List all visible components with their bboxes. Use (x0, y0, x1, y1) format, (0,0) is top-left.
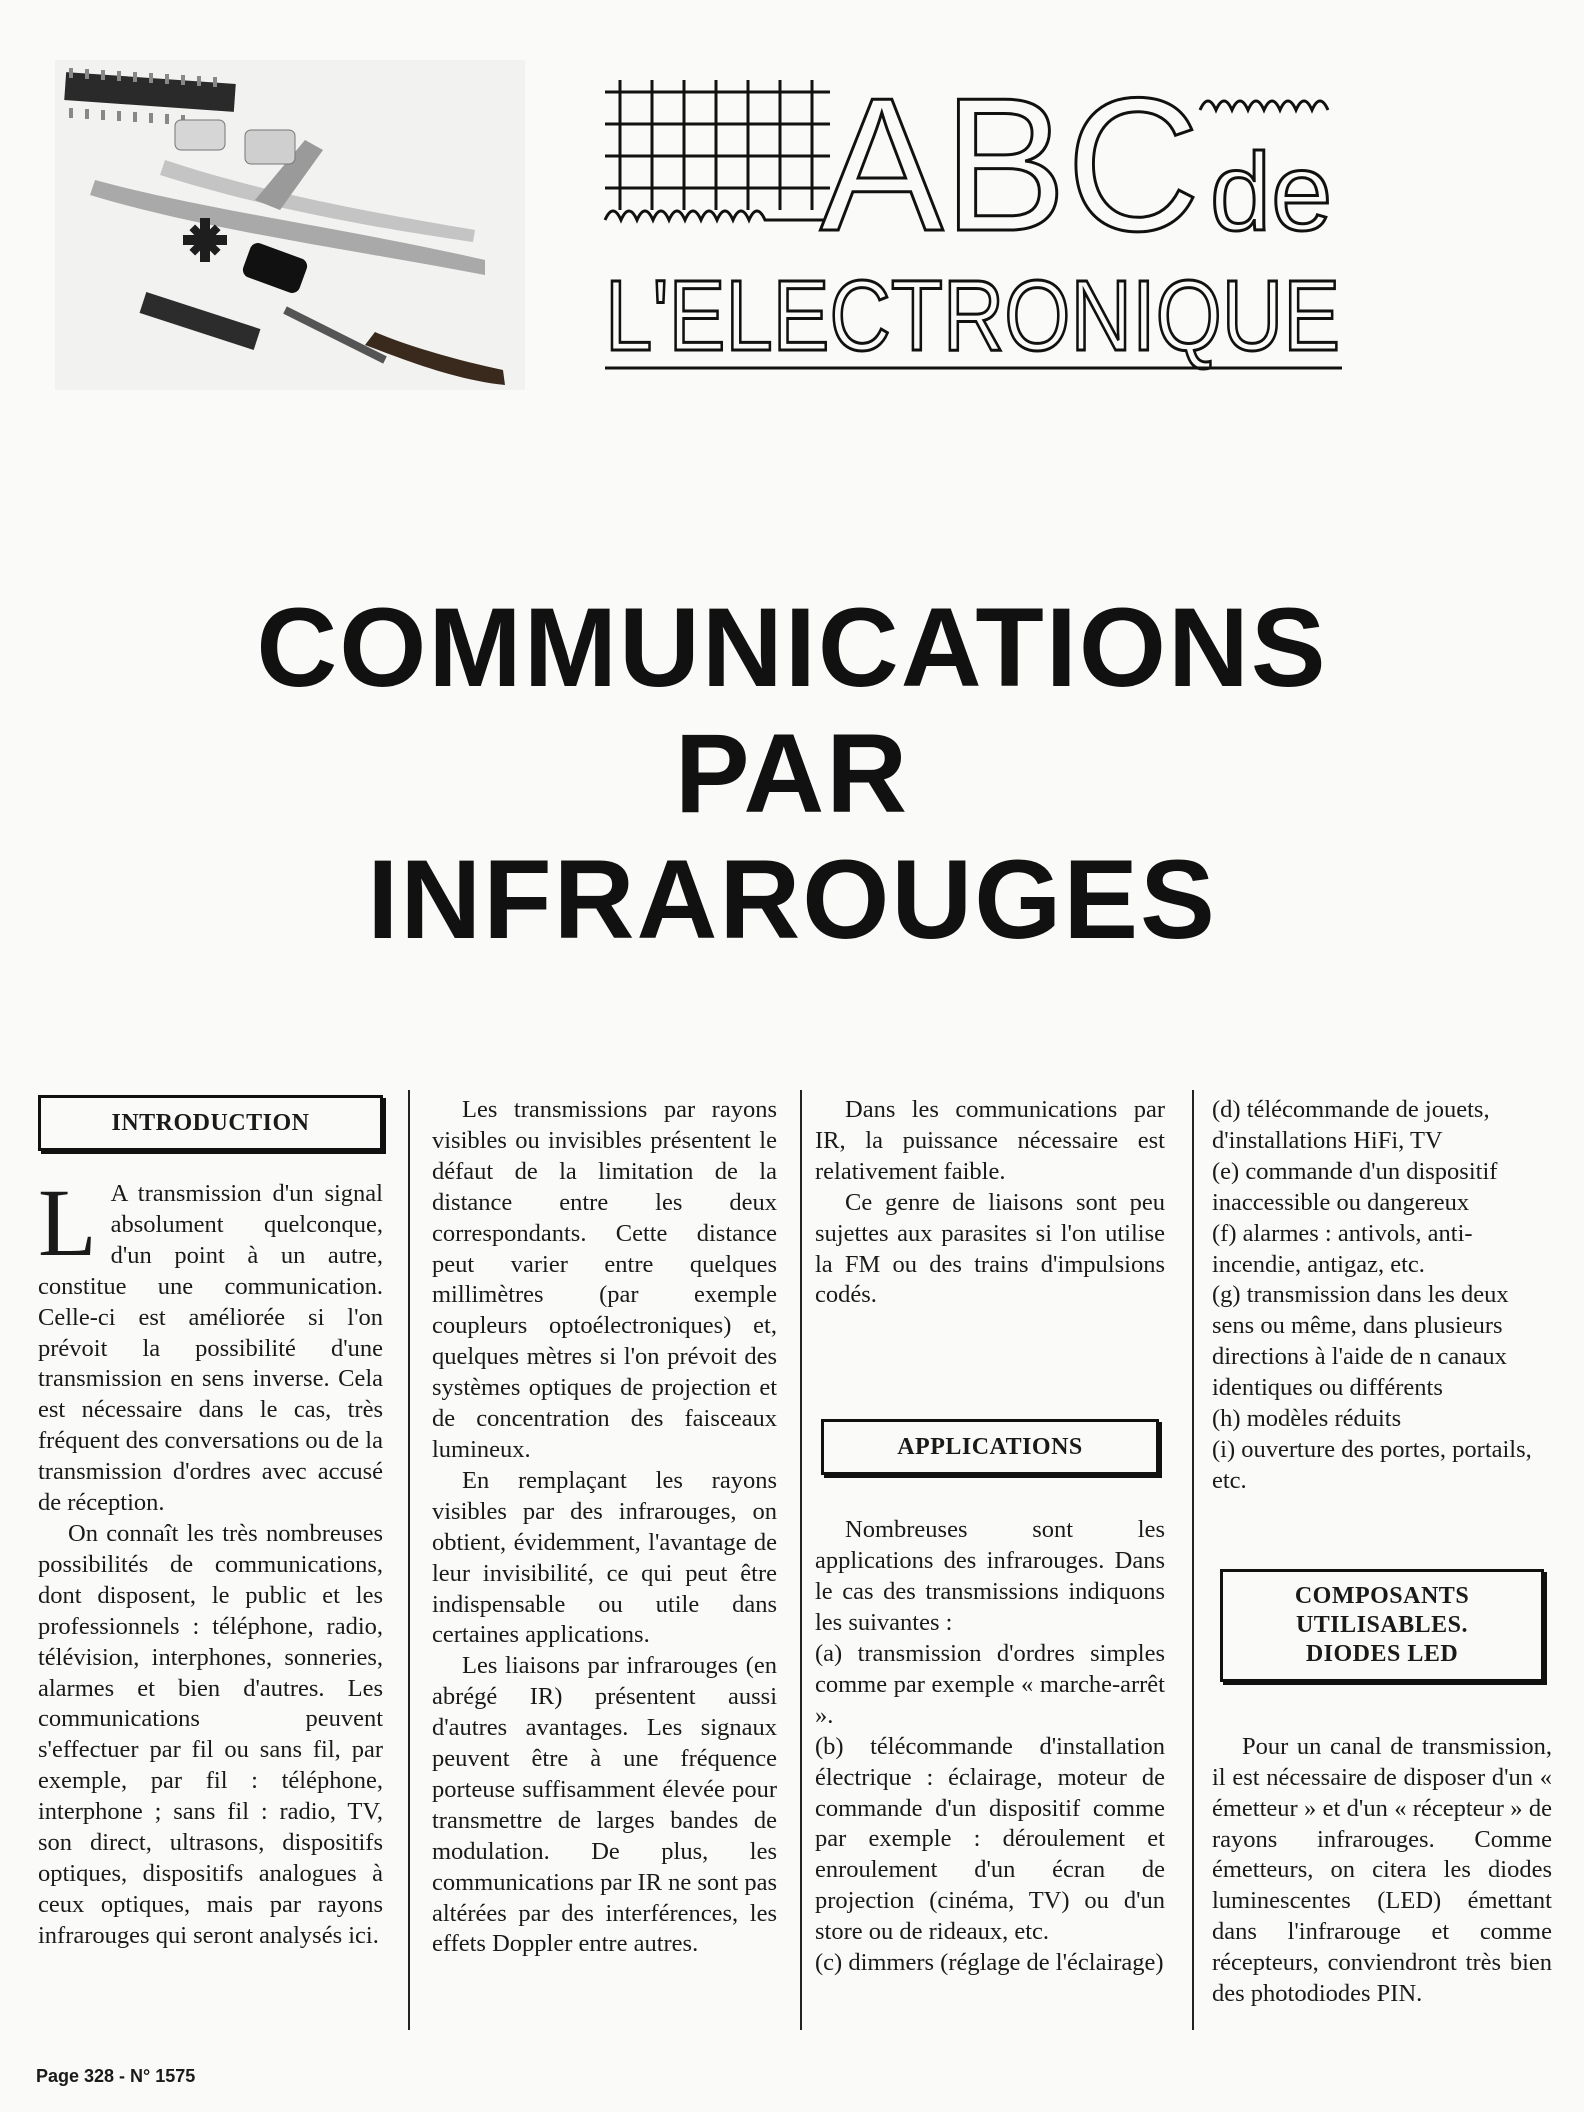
logo-de: de (1210, 131, 1333, 254)
list-item: (a) transmission d'ordres simples comme par exemple « marche-arrêt ». (815, 1639, 1165, 1729)
headline (0, 585, 1584, 963)
logo-abc: ABC (820, 59, 1200, 271)
applications-heading: APPLICATIONS (821, 1419, 1159, 1475)
col3-paragraph-3: Nombreuses sont les applications des infrarouges. Dans le cas des transmissions indiquons les suivantes : (815, 1516, 1165, 1637)
list-item: (f) alarmes : antivols, anti-incendie, antigaz, etc. (1212, 1219, 1473, 1278)
col3-paragraph-2: Ce genre de liaisons sont peu sujettes aux parasites si l'on utilise la FM ou des trains d'impulsions codés. (815, 1188, 1165, 1309)
list-item: (e) commande d'un dispositif inaccessible ou dangereux (1212, 1157, 1498, 1216)
column-rule (1192, 1090, 1194, 2030)
col2-paragraph-1: Les transmissions par rayons visibles ou invisibles présentent le défaut de la limitation de la distance entre les deux correspondants. Cette distance peut varier entre quelques millimètres (par exemple coupleurs optoélectroniques) et, quelques mètres si l'on prévoit des systèmes optiques de projection et de concentration des faisceaux lumineux. (432, 1096, 777, 1463)
composants-heading: COMPOSANTS UTILISABLES. DIODES LED (1220, 1569, 1544, 1682)
column-3 (815, 1095, 1165, 1979)
column-2 (432, 1095, 777, 1960)
list-item: (i) ouverture des portes, portails, etc. (1212, 1435, 1532, 1494)
drop-cap: L (38, 1169, 97, 1276)
page-footer: Page 328 - N° 1575 (36, 2066, 196, 2086)
col3-paragraph-1: Dans les communications par IR, la puissance nécessaire est relativement faible. (815, 1096, 1165, 1185)
headline-line1: COMMUNICATIONS (256, 585, 1328, 710)
components-photo (55, 60, 525, 390)
column-4 (1212, 1095, 1552, 2010)
list-item: (c) dimmers (réglage de l'éclairage) (815, 1949, 1164, 1977)
logo-electronique: L'ELECTRONIQUE (605, 260, 1340, 372)
list-item: (g) transmission dans les deux sens ou même, dans plusieurs directions à l'aide de n canaux identiques ou différents (1212, 1281, 1509, 1402)
list-item: (d) télécommande de jouets, d'installations HiFi, TV (1212, 1096, 1490, 1154)
intro-paragraph-1: L A transmission d'un signal absolument quelconque, d'un point à un autre, constitue une communication. Celle-ci est améliorée si l'on prévoit la possibilité d'une transmission en sens inverse. Cela est nécessaire dans le cas, très fréquent des conversations ou de la transmission d'ordres avec accusé de réception. (38, 1169, 383, 1517)
column-rule (408, 1090, 410, 2030)
headline-line3: INFRAROUGES (367, 837, 1217, 962)
col2-paragraph-2: En remplaçant les rayons visibles par des infrarouges, on obtient, évidemment, l'avantage de leur invisibilité, ce qui peut être indispensable ou utile dans certaines applications. (432, 1466, 777, 1649)
col4-paragraph-1: Pour un canal de transmission, il est nécessaire de disposer d'un « émetteur » et d'un « récepteur » de rayons infrarouges. Comme émetteurs, on citera les diodes luminescentes (LED) émettant dans l'infrarouge et comme récepteurs, conviendront très bien des photodiodes PIN. (1212, 1732, 1552, 2008)
column-1 (38, 1095, 383, 1952)
col2-paragraph-3: Les liaisons par infrarouges (en abrégé IR) présentent aussi d'autres avantages. Les signaux peuvent être à une fréquence porteuse suffisamment élevée pour transmettre de larges bandes de modulation. De plus, les communications par IR ne sont pas altérées par des interférences, les effets Doppler entre autres. (432, 1652, 777, 1958)
introduction-heading: INTRODUCTION (38, 1095, 383, 1151)
abc-logo (600, 59, 1350, 380)
column-rule (800, 1090, 802, 2030)
list-item: (h) modèles réduits (1212, 1405, 1402, 1433)
list-item: (b) télécommande d'installation électrique : éclairage, moteur de commande d'un dispositif comme par exemple : déroulement et enroulement d'un écran de projection (cinéma, TV) ou d'un store ou de rideaux, etc. (815, 1732, 1165, 1946)
headline-line2: PAR (674, 711, 910, 836)
intro-paragraph-2: On connaît les très nombreuses possibilités de communications, dont disposent, le public et les professionnels : téléphone, radio, télévision, interphones, sonneries, alarmes et bien d'autres. Les communications peuvent s'effectuer par fil ou sans fil, par exemple, par fil : téléphone, interphone ; sans fil : radio, TV, son direct, ultrasons, dispositifs optiques, dispositifs analogues à ceux optiques, mais par rayons infrarouges qui seront analysés ici. (38, 1519, 383, 1949)
